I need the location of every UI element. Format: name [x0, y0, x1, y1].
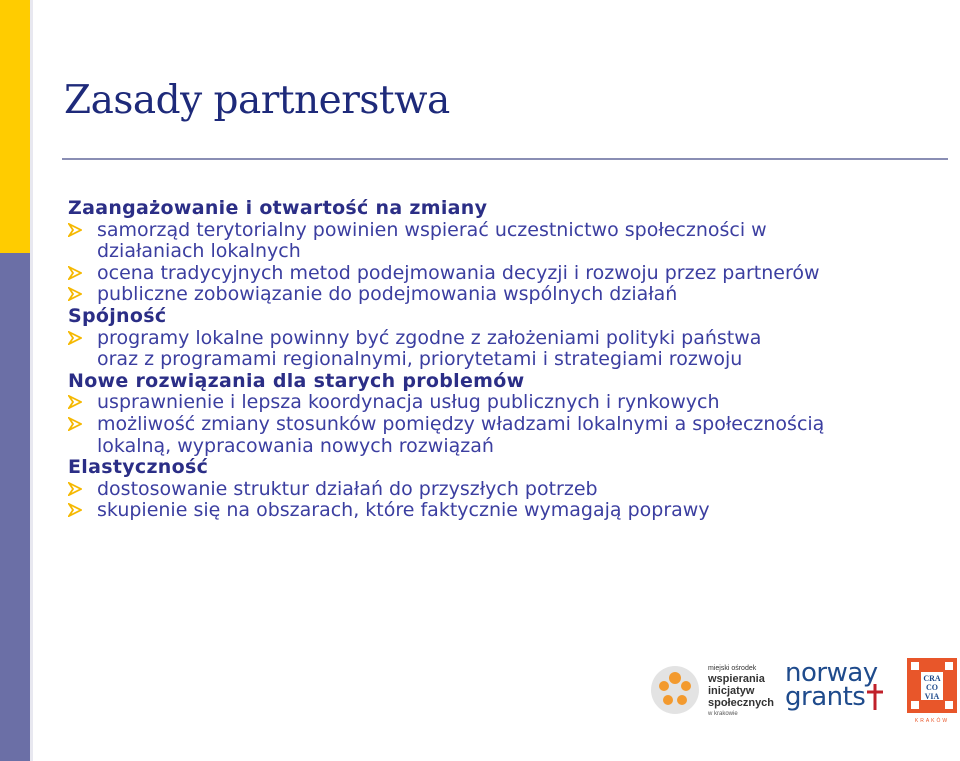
accent-bar-divider [30, 0, 33, 761]
mowis-dot-icon [669, 672, 681, 684]
arrow-bullet-icon [68, 266, 82, 280]
mowis-logo [651, 665, 774, 717]
arrow-bullet-icon [68, 395, 82, 409]
accent-bar-yellow [0, 0, 30, 253]
section-heading: Zaangażowanie i otwartość na zmiany [68, 197, 488, 219]
svg-text:norway: norway [785, 658, 878, 688]
list-item-continuation: działaniach lokalnych [97, 240, 301, 263]
arrow-bullet-icon [68, 503, 82, 517]
cracovia-logo [907, 658, 957, 724]
list-item: skupienie się na obszarach, które faktycznie wymagają poprawy [68, 500, 960, 522]
page-title: Zasady partnerstwa [64, 78, 450, 123]
arrow-bullet-icon [68, 223, 82, 237]
arrow-bullet-icon [68, 331, 82, 345]
svg-text:KRAKÓW: KRAKÓW [914, 718, 950, 724]
partner-logos [645, 648, 960, 748]
arrow-bullet-icon [68, 417, 82, 431]
section-heading: Elastyczność [68, 456, 209, 479]
title-divider [62, 158, 948, 160]
list-item: możliwość zmiany stosunków pomiędzy władzami lokalnymi a społecznością [68, 414, 960, 436]
svg-text:miejski ośrodek: miejski ośrodek [708, 665, 757, 672]
accent-bar-blue [0, 253, 30, 761]
norway-grants-logo [785, 658, 883, 712]
list-item: usprawnienie i lepsza koordynacja usług publicznych i rynkowych [68, 392, 960, 414]
list-item: samorząd terytorialny powinien wspierać uczestnictwo społeczności w [68, 220, 960, 242]
svg-text:w krakowie: w krakowie [708, 711, 738, 717]
list-item: dostosowanie struktur działań do przyszłych potrzeb [68, 479, 960, 501]
section-heading: Spójność [68, 304, 167, 327]
list-item: programy lokalne powinny być zgodne z założeniami polityki państwa [68, 328, 960, 350]
svg-text:inicjatyw: inicjatyw [708, 685, 755, 697]
slide-content [68, 198, 960, 522]
list-item: ocena tradycyjnych metod podejmowania decyzji i rozwoju przez partnerów [68, 263, 960, 285]
arrow-bullet-icon [68, 482, 82, 496]
svg-text:grants: grants [785, 682, 866, 712]
list-item-continuation: oraz z programami regionalnymi, priorytetami i strategiami rozwoju [97, 348, 743, 371]
arrow-bullet-icon [68, 287, 82, 301]
svg-text:społecznych: społecznych [708, 697, 775, 709]
section-heading: Nowe rozwiązania dla starych problemów [68, 369, 525, 392]
list-item-continuation: lokalną, wypracowania nowych rozwiązań [97, 434, 494, 457]
svg-text:CO: CO [926, 683, 938, 692]
svg-text:CRA: CRA [923, 674, 941, 683]
svg-text:VIA: VIA [924, 692, 940, 701]
svg-text:wspierania: wspierania [708, 673, 765, 685]
list-item: publiczne zobowiązanie do podejmowania wspólnych działań [68, 284, 960, 306]
